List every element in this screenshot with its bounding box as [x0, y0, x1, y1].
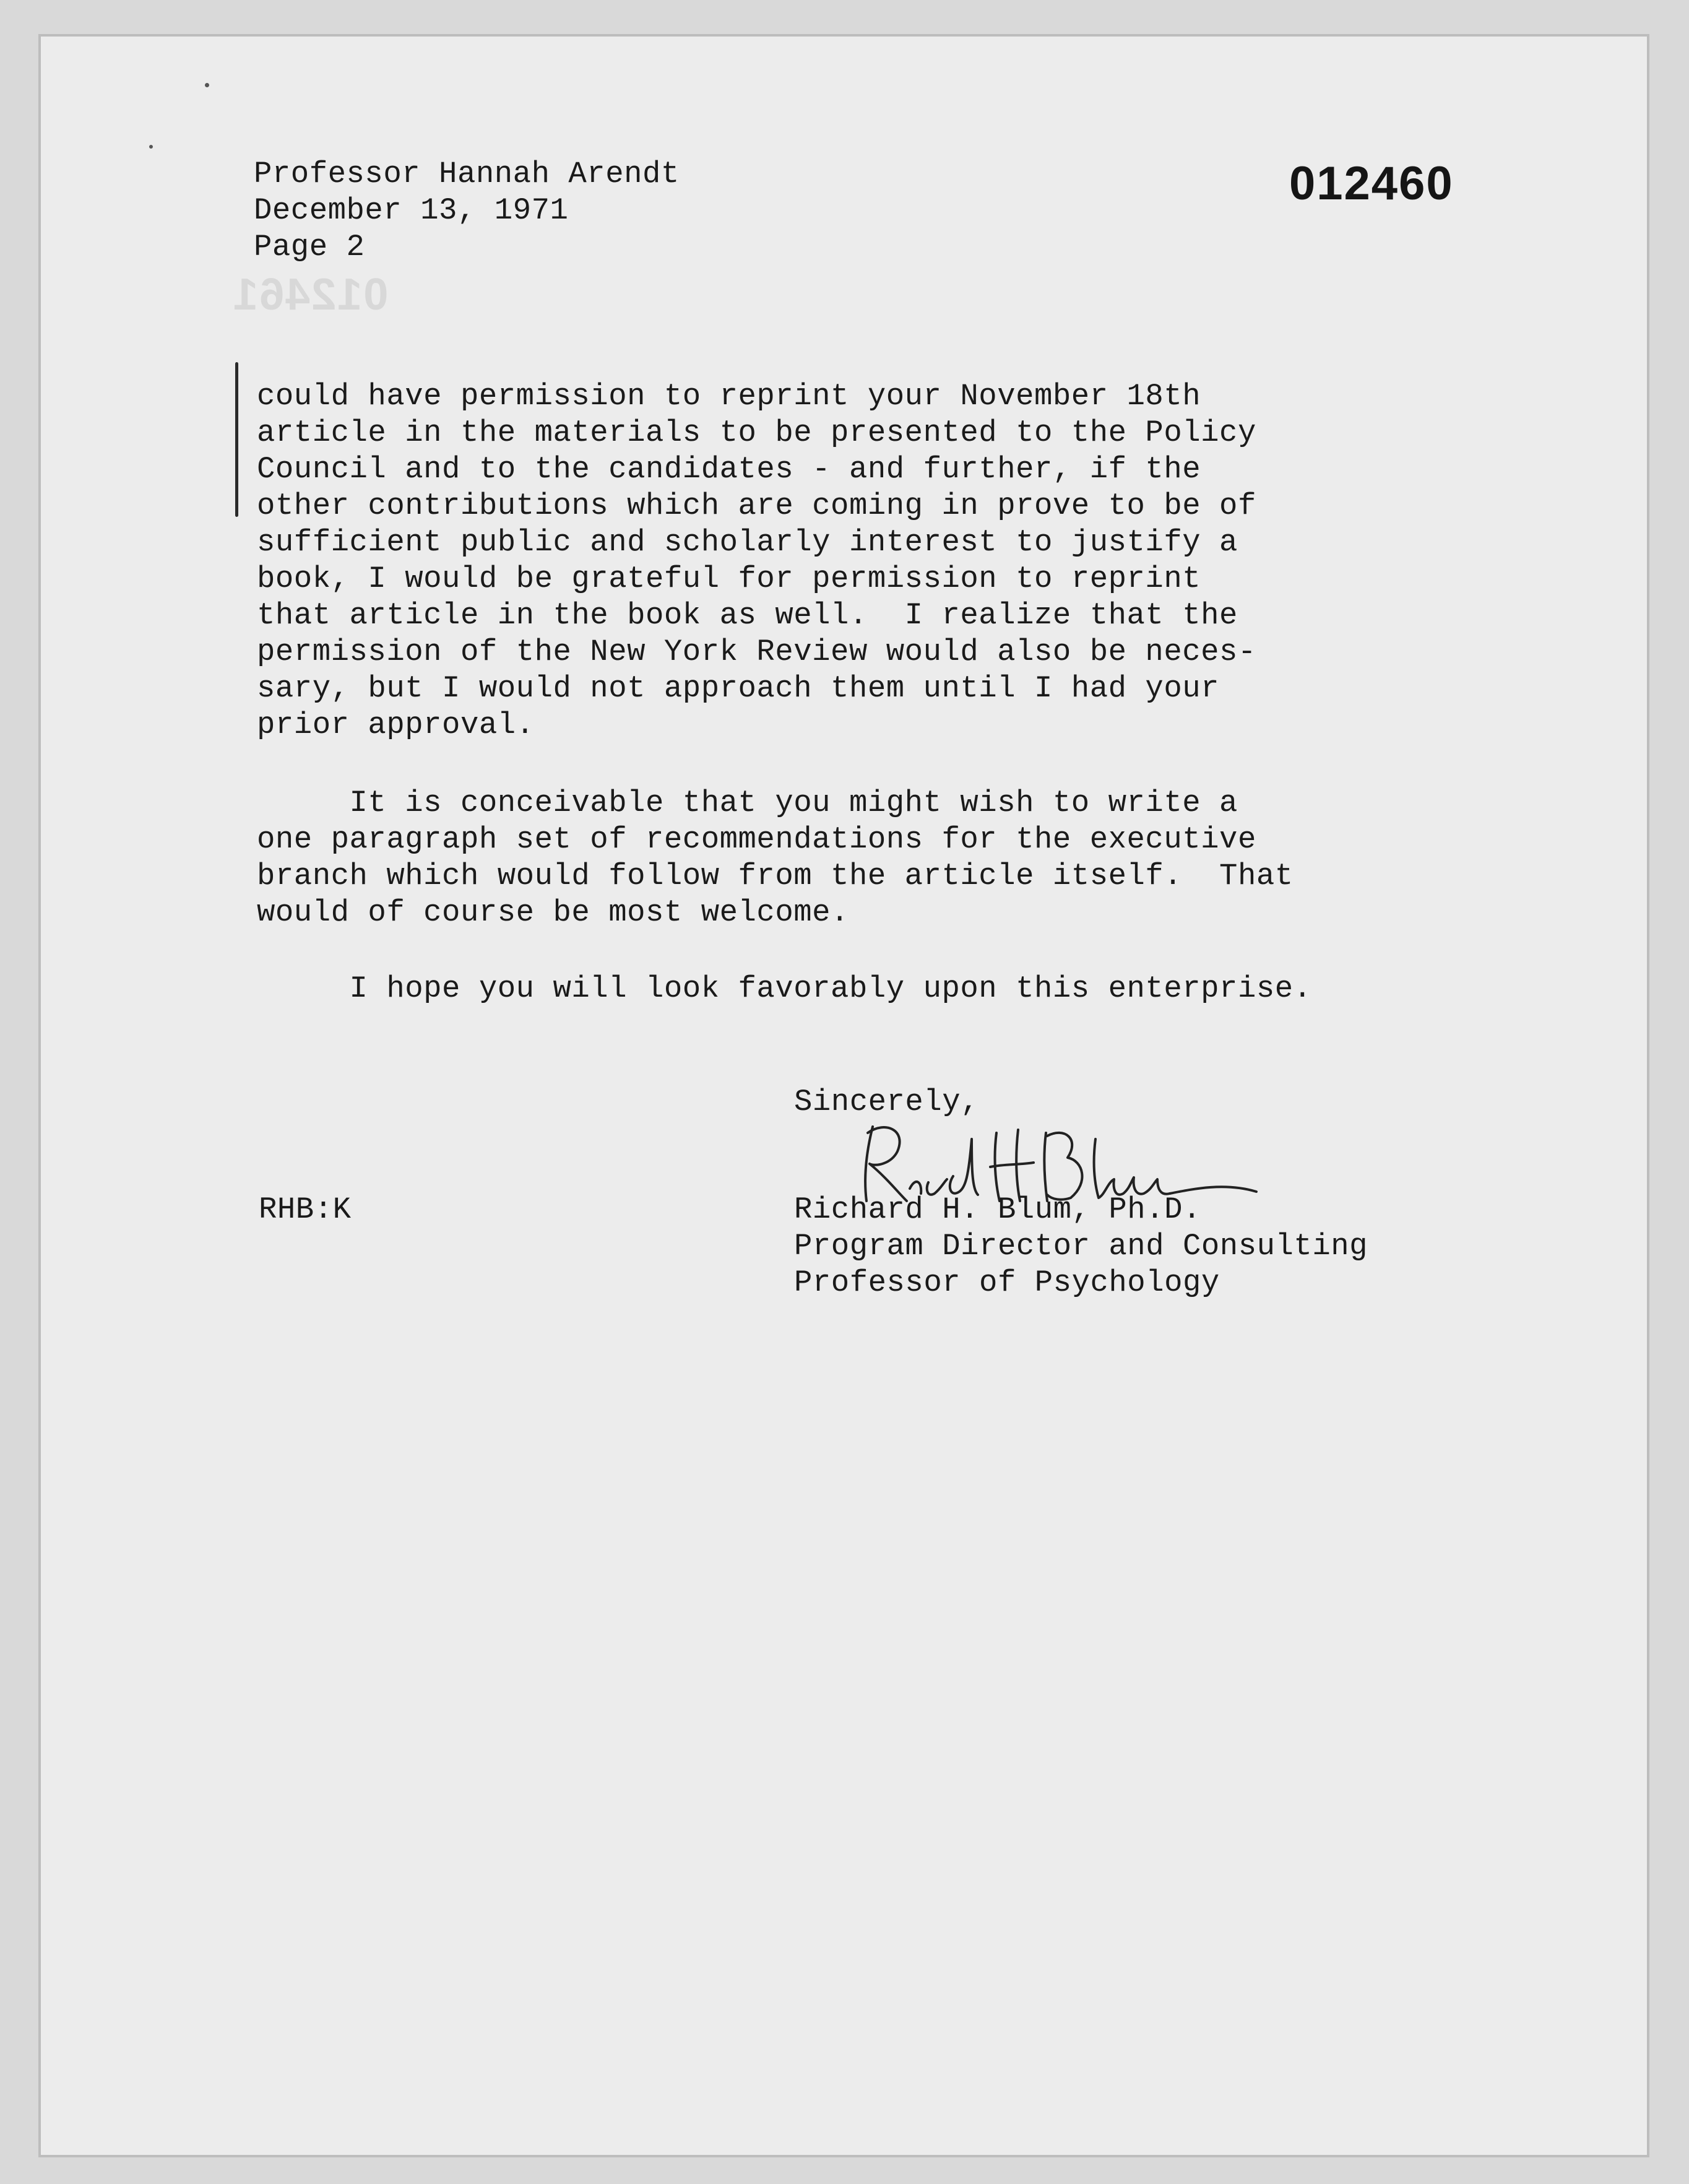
bleed-through-number: 012461: [232, 270, 389, 319]
signer-title-line-1: Program Director and Consulting: [794, 1229, 1368, 1263]
body-line: Council and to the candidates - and further, if the: [257, 452, 1201, 487]
body-line: that article in the book as well. I realize that the: [257, 598, 1238, 633]
body-line: would of course be most welcome.: [257, 895, 849, 930]
signer-name: Richard H. Blum, Ph.D.: [794, 1192, 1201, 1227]
body-line: prior approval.: [257, 708, 535, 742]
recipient-line: Professor Hannah Arendt: [254, 157, 680, 191]
body-line: I hope you will look favorably upon this enterprise.: [257, 971, 1312, 1006]
paper-speck: [205, 83, 209, 87]
body-line: book, I would be grateful for permission to reprint: [257, 561, 1201, 596]
body-line: article in the materials to be presented to the Policy: [257, 415, 1256, 450]
body-line: sufficient public and scholarly interest to justify a: [257, 525, 1238, 560]
body-line: other contributions which are coming in prove to be of: [257, 488, 1256, 523]
body-line: branch which would follow from the article itself. That: [257, 859, 1294, 893]
margin-pencil-mark: [235, 362, 238, 517]
date-line: December 13, 1971: [254, 193, 569, 228]
body-line: permission of the New York Review would also be neces-: [257, 635, 1256, 669]
paper-speck: [149, 145, 153, 149]
document-number-stamp: 012460: [1289, 157, 1454, 210]
body-line: sary, but I would not approach them until I had your: [257, 671, 1220, 706]
signer-title-line-2: Professor of Psychology: [794, 1265, 1220, 1300]
body-line: could have permission to reprint your November 18th: [257, 379, 1201, 414]
page-number-line: Page 2: [254, 230, 365, 264]
typist-initials: RHB:K: [259, 1192, 352, 1227]
body-line: It is conceivable that you might wish to write a: [257, 786, 1238, 820]
letter-header: [254, 156, 680, 266]
body-line: one paragraph set of recommendations for the executive: [257, 822, 1256, 857]
closing-salutation: Sincerely,: [794, 1085, 980, 1119]
